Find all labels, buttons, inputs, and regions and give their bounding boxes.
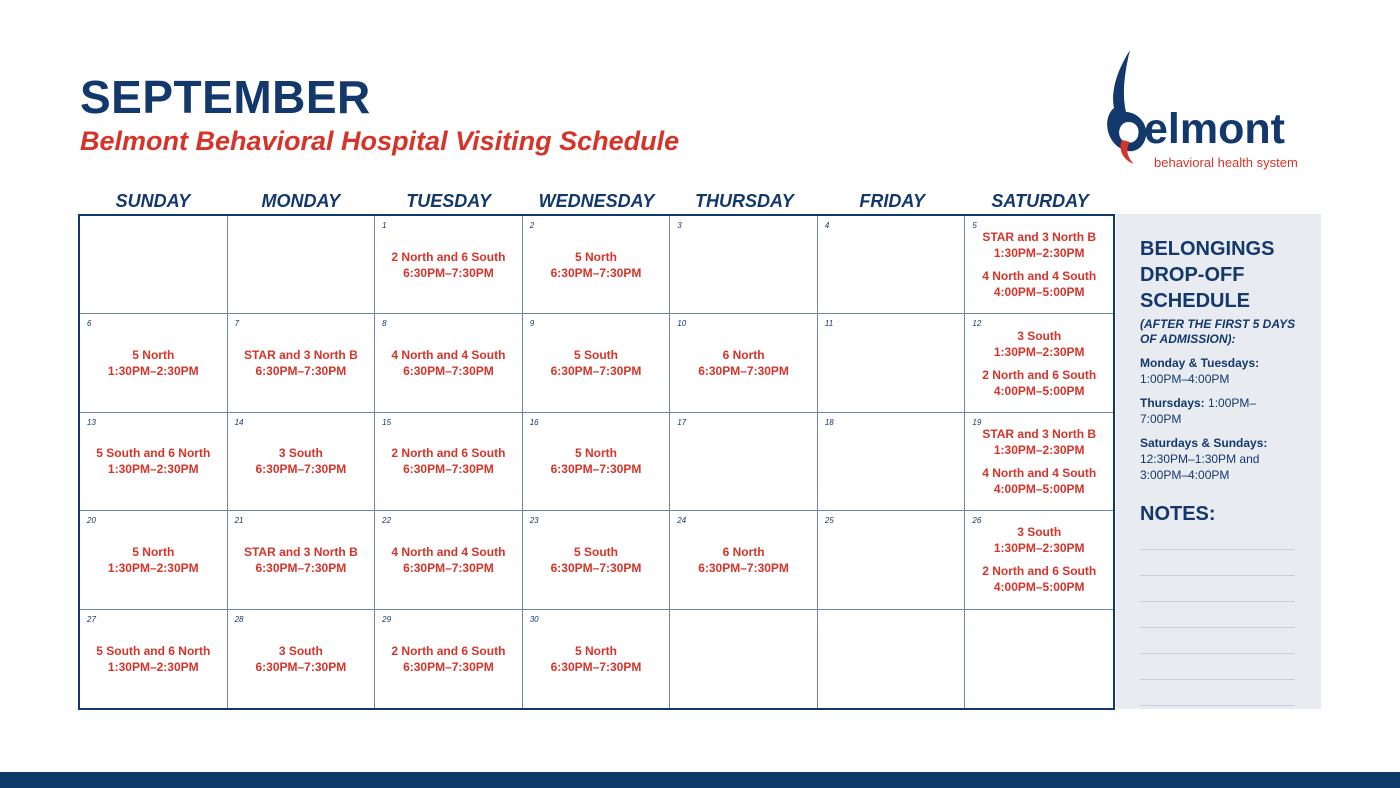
visiting-units: 4 North and 4 South (391, 544, 506, 559)
calendar-day-cell (523, 610, 671, 708)
note-line (1140, 679, 1295, 680)
visiting-slot (391, 643, 505, 675)
mon-tue-time: 1:00PM–4:00PM (1140, 372, 1230, 386)
day-number: 12 (972, 319, 982, 329)
weekday-wednesday: WEDNESDAY (538, 191, 655, 211)
logo-tagline: behavioral health system (1154, 155, 1298, 170)
visiting-time: 6:30PM–7:30PM (550, 659, 642, 674)
day-number: 19 (972, 417, 982, 427)
visiting-time: 6:30PM–7:30PM (550, 265, 642, 280)
calendar-day-cell (818, 216, 966, 314)
day-number: 11 (824, 319, 834, 329)
visiting-slot (982, 268, 1096, 300)
calendar-day-cell (523, 216, 671, 314)
visiting-units: STAR and 3 North B (982, 230, 1097, 245)
calendar-day-cell (523, 314, 671, 412)
visiting-units: 2 North and 6 South (391, 249, 506, 264)
calendar-day-cell (670, 216, 818, 314)
visiting-time: 6:30PM–7:30PM (550, 364, 642, 379)
belmont-logo (1100, 48, 1320, 173)
visiting-units: 2 North and 6 South (391, 446, 506, 461)
visiting-time: 6:30PM–7:30PM (550, 560, 642, 575)
calendar-day-cell (375, 610, 523, 708)
weekday-saturday: SATURDAY (991, 191, 1089, 211)
day-number: 5 (972, 221, 977, 230)
calendar-day-cell (965, 610, 1113, 708)
visiting-slot (982, 465, 1096, 497)
visiting-slot (982, 426, 1096, 458)
footer-bar (0, 772, 1400, 788)
day-number: 14 (234, 417, 244, 427)
visiting-slot (982, 367, 1096, 399)
weekday-header (79, 188, 1114, 214)
calendar-day-cell (375, 511, 523, 609)
visiting-time: 6:30PM–7:30PM (698, 364, 789, 379)
visiting-units: 3 South (1017, 525, 1062, 540)
day-number: 23 (529, 516, 539, 526)
visiting-time: 1:30PM–2:30PM (993, 246, 1085, 261)
visiting-time: 6:30PM–7:30PM (403, 659, 494, 674)
visiting-slot (698, 544, 789, 576)
day-number: 17 (677, 417, 687, 427)
day-number: 30 (529, 614, 539, 624)
day-number: 25 (824, 516, 834, 526)
visiting-slot (255, 445, 346, 477)
sat-sun-hours (1140, 435, 1297, 483)
calendar-day-cell (375, 413, 523, 511)
visiting-slot (551, 643, 642, 675)
day-number: 22 (382, 516, 392, 526)
visiting-units: 6 North (722, 348, 765, 363)
calendar-day-cell (80, 314, 228, 412)
visiting-units: STAR and 3 North B (243, 348, 358, 363)
visiting-units: 5 North (132, 348, 175, 363)
day-number: 10 (677, 319, 687, 329)
visiting-time: 6:30PM–7:30PM (255, 560, 347, 575)
visiting-time: 6:30PM–7:30PM (403, 265, 494, 280)
calendar-day-cell (523, 413, 671, 511)
visiting-slot (255, 643, 346, 675)
belongings-subtitle: (AFTER THE FIRST 5 DAYS OF ADMISSION): (1140, 317, 1296, 346)
visiting-time: 1:30PM–2:30PM (107, 659, 199, 674)
note-line (1140, 627, 1295, 628)
belmont-b-flame-icon (1107, 50, 1146, 151)
day-number: 7 (234, 319, 240, 329)
visiting-slot (108, 347, 199, 379)
visiting-slot (551, 544, 642, 576)
visiting-time: 6:30PM–7:30PM (255, 462, 347, 477)
visiting-slot (982, 563, 1096, 595)
day-number: 8 (382, 319, 387, 329)
visiting-units: 3 South (278, 446, 323, 461)
visiting-units: 2 North and 6 South (391, 643, 506, 658)
day-number: 26 (972, 516, 982, 526)
calendar-day-cell (818, 511, 966, 609)
calendar-day-cell (670, 314, 818, 412)
visiting-time: 6:30PM–7:30PM (403, 462, 494, 477)
visiting-slot (391, 445, 505, 477)
visiting-time: 4:00PM–5:00PM (993, 580, 1085, 595)
calendar-day-cell (80, 216, 228, 314)
weekday-thursday: THURSDAY (695, 191, 794, 211)
weekday-tuesday: TUESDAY (406, 191, 491, 211)
sat-sun-label: Saturdays & Sundays: (1140, 436, 1268, 450)
visiting-units: 4 North and 4 South (982, 465, 1097, 480)
visiting-units: 5 North (132, 544, 175, 559)
calendar-day-cell (80, 610, 228, 708)
visiting-time: 6:30PM–7:30PM (698, 560, 789, 575)
day-number: 3 (677, 221, 682, 230)
day-number: 15 (382, 417, 392, 427)
calendar-day-cell (375, 216, 523, 314)
belongings-sidebar (1116, 214, 1321, 709)
visiting-units: 5 South (573, 348, 618, 363)
note-line (1140, 549, 1295, 550)
visiting-slot (108, 544, 199, 576)
calendar-day-cell (523, 511, 671, 609)
calendar-day-cell (818, 314, 966, 412)
visiting-units: 2 North and 6 South (982, 564, 1097, 579)
visiting-units: 3 South (278, 643, 323, 658)
day-number: 2 (529, 221, 535, 230)
weekday-friday: FRIDAY (859, 191, 926, 211)
visiting-time: 1:30PM–2:30PM (993, 541, 1085, 556)
day-number: 6 (87, 319, 92, 329)
calendar-day-cell (228, 413, 376, 511)
calendar-day-cell (228, 610, 376, 708)
weekday-sunday: SUNDAY (115, 191, 191, 211)
visiting-units: 5 South and 6 North (96, 643, 211, 658)
day-number: 28 (234, 614, 244, 624)
visiting-time: 1:30PM–2:30PM (107, 560, 199, 575)
thursday-time: 1:00PM–7:00PM (1140, 396, 1257, 426)
day-number: 4 (824, 221, 830, 230)
calendar-day-cell (670, 511, 818, 609)
visiting-slot (96, 643, 210, 675)
visiting-time: 6:30PM–7:30PM (255, 364, 347, 379)
month-title: SEPTEMBER (80, 71, 371, 123)
note-line (1140, 653, 1295, 654)
day-number: 29 (382, 614, 392, 624)
calendar-day-cell (375, 314, 523, 412)
visiting-units: 5 South (573, 544, 618, 559)
visiting-slot (994, 328, 1085, 360)
visiting-slot (994, 524, 1085, 556)
calendar-day-cell (965, 314, 1113, 412)
mon-tue-hours (1140, 355, 1297, 387)
visiting-time: 1:30PM–2:30PM (107, 462, 199, 477)
visiting-units: 6 North (722, 544, 765, 559)
belongings-title: BELONGINGS DROP-OFF SCHEDULE (1140, 238, 1275, 312)
weekday-monday: MONDAY (261, 191, 341, 211)
calendar-day-cell (965, 511, 1113, 609)
calendar-day-cell (228, 314, 376, 412)
visiting-slot (982, 229, 1096, 261)
visiting-slot (391, 347, 505, 379)
visiting-units: STAR and 3 North B (243, 544, 358, 559)
calendar-day-cell (818, 413, 966, 511)
calendar-day-cell (965, 413, 1113, 511)
visiting-time: 4:00PM–5:00PM (993, 285, 1085, 300)
calendar-day-cell (228, 216, 376, 314)
calendar-day-cell (818, 610, 966, 708)
schedule-subtitle: Belmont Behavioral Hospital Visiting Schedule (80, 126, 680, 156)
visiting-units: 5 North (574, 643, 617, 658)
logo-wordmark: elmont (1144, 105, 1285, 153)
visiting-slot (551, 347, 642, 379)
day-number: 1 (382, 221, 387, 230)
calendar-day-cell (670, 610, 818, 708)
visiting-slot (244, 347, 358, 379)
note-line (1140, 705, 1295, 706)
visiting-time: 6:30PM–7:30PM (550, 462, 642, 477)
visiting-slot (391, 249, 505, 281)
visiting-units: 2 North and 6 South (982, 367, 1097, 382)
day-number: 13 (87, 417, 96, 427)
visiting-slot (244, 544, 358, 576)
note-line (1140, 601, 1295, 602)
day-number: 20 (87, 516, 96, 526)
visiting-slot (551, 249, 642, 281)
visiting-units: 3 South (1017, 328, 1062, 343)
visiting-slot (698, 347, 789, 379)
sat-sun-time: 12:30PM–1:30PM and 3:00PM–4:00PM (1140, 452, 1260, 482)
visiting-time: 1:30PM–2:30PM (993, 344, 1085, 359)
calendar-grid (78, 214, 1115, 710)
visiting-time: 6:30PM–7:30PM (403, 560, 494, 575)
visiting-units: 5 North (574, 446, 617, 461)
thursday-hours (1140, 395, 1297, 427)
day-number: 24 (677, 516, 687, 526)
day-number: 21 (234, 516, 244, 526)
visiting-time: 4:00PM–5:00PM (993, 481, 1085, 496)
visiting-units: STAR and 3 North B (982, 426, 1097, 441)
visiting-time: 6:30PM–7:30PM (255, 659, 347, 674)
day-number: 16 (529, 417, 539, 427)
calendar-day-cell (80, 511, 228, 609)
visiting-time: 6:30PM–7:30PM (403, 364, 494, 379)
calendar-day-cell (228, 511, 376, 609)
thursday-label: Thursdays: (1140, 396, 1205, 410)
visiting-units: 5 South and 6 North (96, 446, 211, 461)
day-number: 18 (824, 417, 834, 427)
visiting-time: 4:00PM–5:00PM (993, 383, 1085, 398)
visiting-time: 1:30PM–2:30PM (993, 442, 1085, 457)
visiting-time: 1:30PM–2:30PM (107, 364, 199, 379)
calendar-day-cell (965, 216, 1113, 314)
notes-title: NOTES: (1140, 503, 1216, 525)
mon-tue-label: Monday & Tuesdays: (1140, 356, 1260, 370)
day-number: 9 (529, 319, 535, 329)
day-number: 27 (87, 614, 96, 624)
visiting-slot (96, 445, 210, 477)
calendar-day-cell (80, 413, 228, 511)
visiting-slot (551, 445, 642, 477)
calendar-day-cell (670, 413, 818, 511)
note-line (1140, 575, 1295, 576)
visiting-slot (391, 544, 505, 576)
visiting-units: 5 North (574, 249, 617, 264)
visiting-units: 4 North and 4 South (391, 348, 506, 363)
visiting-units: 4 North and 4 South (982, 269, 1097, 284)
